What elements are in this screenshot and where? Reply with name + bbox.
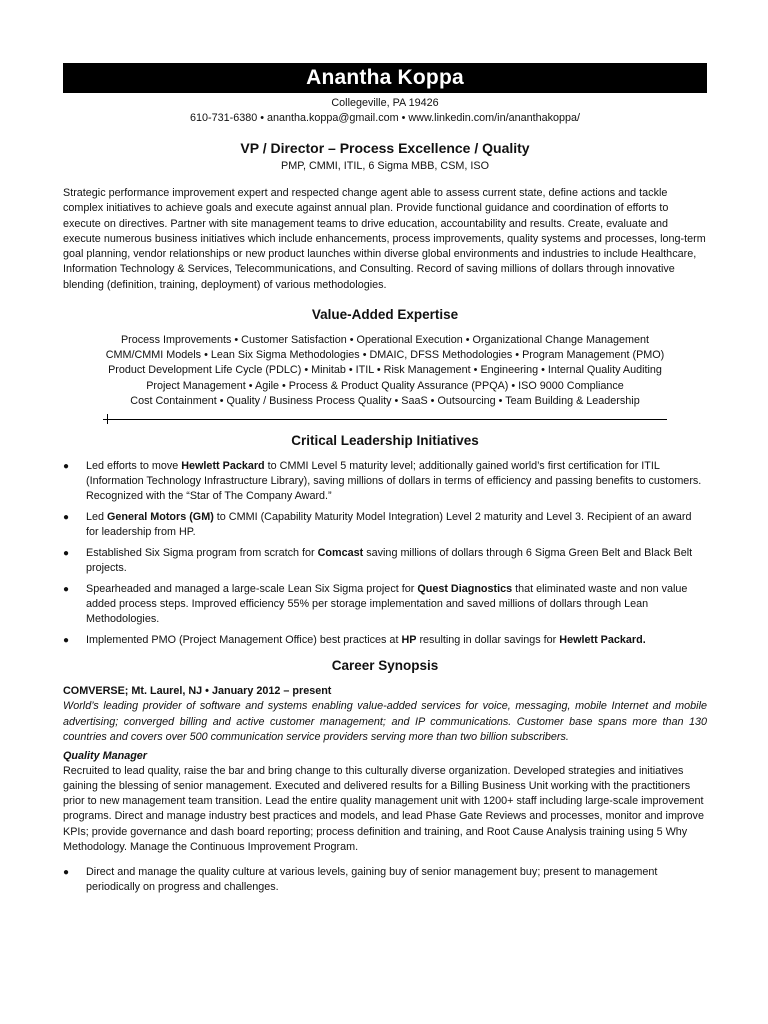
list-item: ● Spearheaded and managed a large-scale Lean Six Sigma project for Quest Diagnostics that eliminated waste and non value added process steps. Improved efficiency 55% per storage implementation and saved millions of dollars through Lean Methodologies. [63,583,688,626]
candidate-name: Anantha Koppa [306,66,464,89]
expertise-line: Process Improvements • Customer Satisfaction • Operational Execution • Organizational Change Management [120,334,650,347]
list-item: ● Direct and manage the quality culture at various levels, gaining buy of senior management buy; present to management periodically on progress and challenges. [63,866,658,894]
expertise-line: Cost Containment • Quality / Business Process Quality • SaaS • Outsourcing • Team Building & Leadership [130,394,640,407]
org-name: Hewlett Packard [181,460,265,473]
location: Collegeville, PA 19426 [331,97,439,109]
role-description: Recruited to lead quality, raise the bar and bring change to this culturally diverse organization. Developed strategies and initiatives gaining the blessing of senior management. Executed and delivered results for a Billing Business Unit working with the practitioners prior to new management team transition. Lead the entire quality management unit with 1200+ staff including large-scale improvement programs. Direct and manage industry best practices and models, and lead Phase Gate Reviews and processes, monitor and improve KPIs; provide governance and dash board reporting; process definition and training, and Root Cause Analysis training using 5 Why Methodology. Manage the Continuous Improvement Program. [63,764,704,854]
list-item: ● Led efforts to move Hewlett Packard to CMMI Level 5 maturity level; additionally gained world’s first certification for ITIL (Information Technology Infrastructure Library), saving millions of dollars in terms of efficiency and passing benefits to customers. Recognized with the “Star of The Company Award.” [63,460,702,503]
career-heading: Career Synopsis [331,658,439,674]
company-description: World’s leading provider of software and systems enabling value-added services for voice, messaging, mobile Internet and mobile advertising; converged billing and active customer management; and IP communications. Customer base spans more than 130 countries and covers over 500 communication service providers serving more than two billion subscribers. [63,700,707,744]
list-item: ● Implemented PMO (Project Management Office) best practices at HP resulting in dollar savings for Hewlett Packard. [63,634,646,647]
summary-paragraph: Strategic performance improvement expert and respected change agent able to assess current state, define actions and tackle complex initiatives to achieve goals and execute against annual plan. Provide functional guidance and coordination of efforts to execute on directives. Partner with site management teams to drive education, accountability and results. Create, evaluate and execute numerous business initiatives which include enhancements, process improvements, quality systems and processes, long-term goal planning, vendor relationships or new product launches within diverse global environments and industries to include Healthcare, Information Technology & Services, Telecommunications, and Consulting. Record of saving millions of dollars through innovative blending (definition, training, deployment) of various methodologies. [63,187,706,291]
bullet-icon: ● [63,635,70,647]
role-title: Quality Manager [63,749,147,762]
bullet-icon: ● [63,461,70,473]
resume-page [63,63,707,901]
contact-line: 610-731-6380 • anantha.koppa@gmail.com • www.linkedin.com/in/ananthakoppa/ [189,112,581,124]
contact-block [63,96,707,126]
bullet-icon: ● [63,584,70,596]
expertise-line: CMM/CMMI Models • Lean Six Sigma Methodologies • DMAIC, DFSS Methodologies • Program Management (PMO) [105,349,665,362]
expertise-line: Project Management • Agile • Process & Product Quality Assurance (PPQA) • ISO 9000 Compliance [146,379,624,392]
org-name: Comcast [317,547,364,560]
org-name: HP [401,634,417,647]
name-banner [63,63,707,93]
divider-line [103,419,667,420]
company-line: COMVERSE; Mt. Laurel, NJ • January 2012 – present [63,685,332,698]
certifications: PMP, CMMI, ITIL, 6 Sigma MBB, CSM, ISO [281,160,489,172]
divider-tick [107,414,108,424]
initiatives-list [63,459,707,648]
list-item: ● Established Six Sigma program from scratch for Comcast saving millions of dollars through 6 Sigma Green Belt and Black Belt projects. [63,547,693,575]
role-bullet-list [63,865,707,895]
expertise-line: Product Development Life Cycle (PDLC) • Minitab • ITIL • Risk Management • Engineering • Internal Quality Auditing [108,364,662,377]
bullet-icon: ● [63,867,70,879]
section-divider [103,413,667,425]
org-name: Quest Diagnostics [417,583,513,596]
headline-title: VP / Director – Process Excellence / Quality [240,140,530,156]
bullet-icon: ● [63,548,70,560]
expertise-list [63,333,707,409]
org-name: Hewlett Packard. [559,634,646,647]
bullet-icon: ● [63,512,70,524]
list-item: ● Led General Motors (GM) to CMMI (Capability Maturity Model Integration) Level 2 maturity and Level 3. Recipient of an award for leadership from HP. [63,511,692,539]
org-name: General Motors (GM) [107,511,214,524]
expertise-heading: Value-Added Expertise [311,307,459,323]
initiatives-heading: Critical Leadership Initiatives [291,433,479,449]
